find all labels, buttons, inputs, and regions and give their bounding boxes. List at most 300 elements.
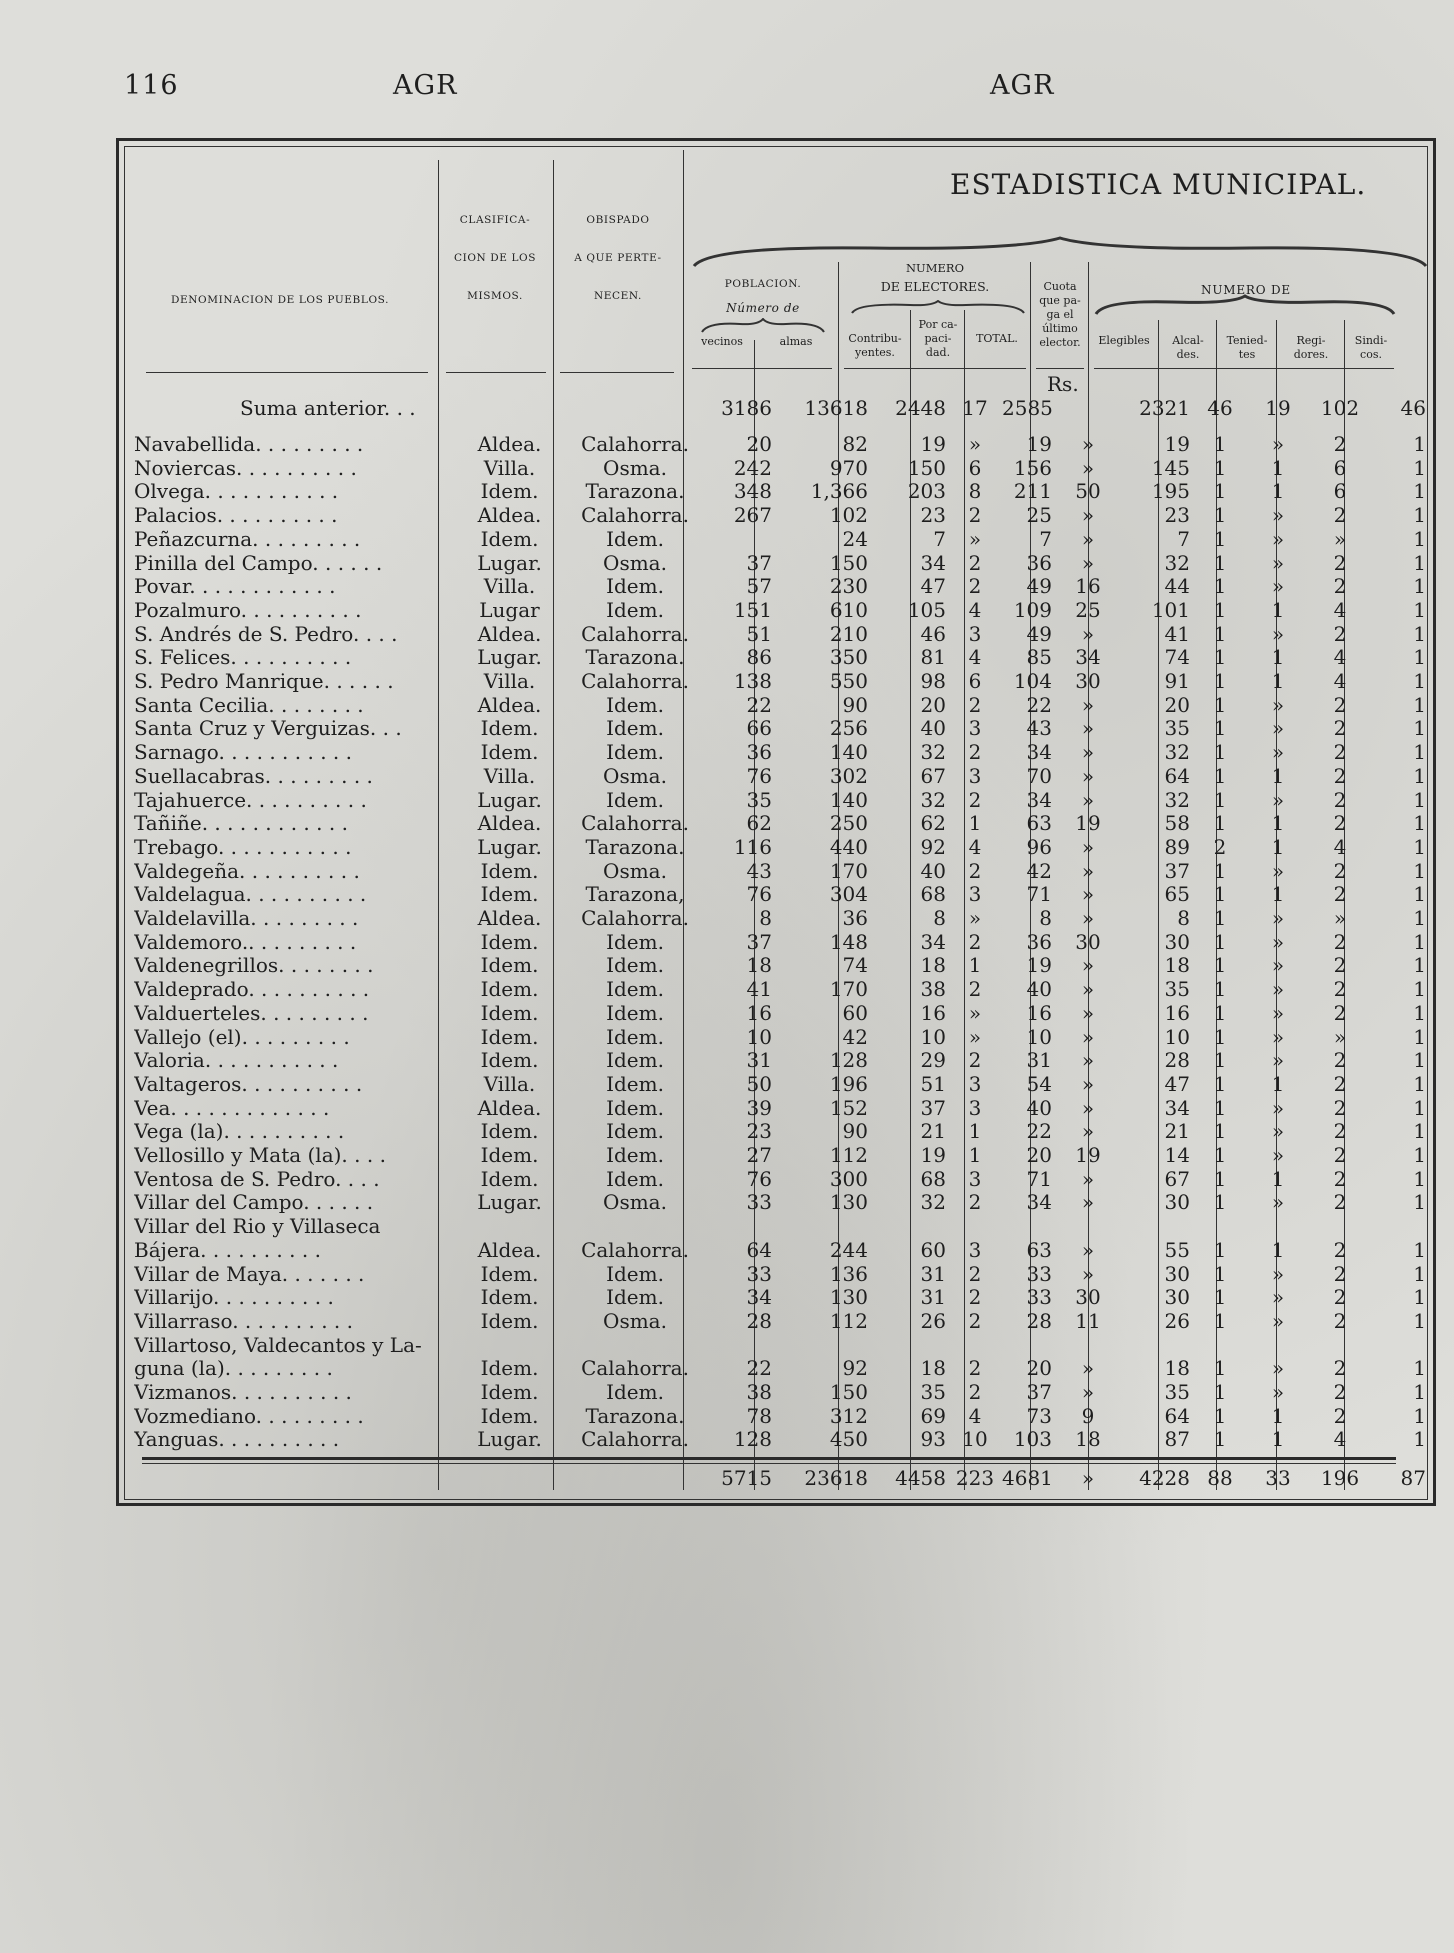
cell-cuota: »	[1081, 621, 1095, 646]
cell-name: Villarraso. . . . . . . . . .	[134, 1308, 353, 1333]
cell-contribuyentes: 31	[920, 1261, 946, 1286]
cell-cuota: »	[1081, 1190, 1095, 1215]
cell-elegibles: 64	[1164, 763, 1190, 788]
cell-almas: 13618	[804, 396, 868, 420]
cell-sindicos: 1	[1413, 692, 1426, 717]
cell-capacidad: 2	[968, 977, 982, 1002]
cell-tenientes: 19	[1265, 396, 1291, 420]
header-clasificacion-line2: CION DE LOS	[453, 252, 537, 264]
cell-tenientes: »	[1271, 716, 1285, 741]
cell-almas: 170	[829, 977, 868, 1002]
cell-contribuyentes: 47	[920, 574, 946, 599]
cell-obispado: Idem.	[606, 597, 664, 622]
cell-regidores: 2	[1333, 740, 1347, 765]
cell-cuota: 19	[1075, 1143, 1101, 1167]
cell-total: 49	[1026, 621, 1052, 646]
cell-capacidad: 3	[968, 716, 982, 741]
cell-elegibles: 35	[1164, 1380, 1190, 1404]
cell-clasificacion: Aldea.	[477, 503, 542, 528]
cell-sindicos: 1	[1413, 1261, 1426, 1286]
cell-vecinos: 76	[746, 1166, 772, 1191]
cell-sindicos: 1	[1413, 906, 1426, 930]
cell-capacidad: 17	[962, 396, 988, 420]
cell-elegibles: 58	[1164, 811, 1190, 836]
cell-capacidad: 2	[968, 1261, 982, 1286]
header-tenientes-line1: Tenied-	[1226, 334, 1268, 347]
cell-almas: 312	[829, 1403, 868, 1428]
cell-tenientes: 1	[1271, 763, 1285, 788]
cell-capacidad: »	[968, 432, 982, 456]
cell-obispado: Calahorra.	[581, 1427, 689, 1452]
cell-contribuyentes: 29	[920, 1048, 946, 1073]
cell-elegibles: 32	[1164, 550, 1190, 575]
cell-capacidad: 10	[962, 1427, 988, 1452]
total-contribuyentes: 4458	[895, 1466, 946, 1490]
cell-obispado: Idem.	[606, 1380, 664, 1404]
total-alcaldes: 88	[1207, 1466, 1233, 1490]
cell-obispado: Tarazona.	[585, 479, 685, 504]
cell-sindicos: 1	[1413, 621, 1426, 646]
table-row	[130, 1024, 1426, 1049]
cell-cuota: 50	[1075, 479, 1101, 504]
cell-contribuyentes: 105	[907, 597, 946, 622]
cell-cuota: 11	[1075, 1308, 1101, 1333]
cell-almas: 140	[829, 787, 868, 812]
header-tenientes-line2: tes	[1238, 348, 1256, 361]
cell-elegibles: 32	[1164, 787, 1190, 812]
cell-clasificacion: Idem.	[480, 526, 539, 551]
cell-vecinos: 16	[746, 1000, 772, 1025]
cell-name: Santa Cruz y Verguizas. . .	[134, 716, 402, 741]
cell-clasificacion: Aldea.	[477, 906, 542, 930]
cell-alcaldes: 1	[1213, 929, 1227, 954]
cell-clasificacion: Idem.	[480, 479, 539, 504]
table-row	[130, 1166, 1426, 1191]
cell-clasificacion: Lugar	[479, 597, 540, 622]
cell-sindicos: 1	[1413, 1356, 1426, 1381]
cell-elegibles: 16	[1164, 1000, 1190, 1025]
header-cuota-line5: elector.	[1039, 336, 1081, 349]
cell-alcaldes: 1	[1213, 740, 1227, 765]
cell-clasificacion: Aldea.	[477, 811, 542, 836]
cell-regidores: 2	[1333, 1403, 1347, 1428]
cell-sindicos: 1	[1413, 1048, 1426, 1073]
cell-cuota: »	[1081, 1048, 1095, 1073]
cell-regidores: 2	[1333, 1285, 1347, 1310]
cell-almas: 130	[829, 1285, 868, 1310]
cell-elegibles: 23	[1164, 503, 1190, 528]
cell-total: 20	[1026, 1143, 1052, 1167]
cell-almas: 130	[829, 1190, 868, 1215]
cell-cuota: »	[1081, 763, 1095, 788]
header-clasificacion-line3: MISMOS.	[467, 290, 523, 302]
cell-cuota: »	[1081, 1071, 1095, 1096]
cell-almas: 60	[842, 1000, 868, 1025]
cell-alcaldes: 1	[1213, 858, 1227, 883]
cell-sindicos: 1	[1413, 953, 1426, 978]
cell-capacidad: 4	[968, 645, 982, 670]
electores-brace	[850, 300, 1026, 316]
cell-sindicos: 1	[1413, 834, 1426, 859]
cell-regidores: 2	[1333, 953, 1347, 978]
cell-regidores: 2	[1333, 1071, 1347, 1096]
header-numero-electores-line1: NUMERO	[905, 261, 964, 275]
cell-sindicos: 1	[1413, 597, 1426, 622]
cell-alcaldes: 1	[1213, 1190, 1227, 1215]
cell-alcaldes: 1	[1213, 455, 1227, 480]
cell-tenientes: »	[1271, 692, 1285, 717]
cell-contribuyentes: 34	[920, 929, 946, 954]
cell-cuota: 30	[1075, 929, 1101, 954]
cell-name: S. Andrés de S. Pedro. . . .	[134, 621, 398, 646]
cell-tenientes: »	[1271, 1380, 1285, 1404]
cell-capacidad: 2	[968, 929, 982, 954]
cell-name: guna (la). . . . . . . . .	[134, 1356, 333, 1381]
cell-almas: 256	[829, 716, 868, 741]
cell-alcaldes: 1	[1213, 1308, 1227, 1333]
cell-cuota: »	[1081, 1119, 1095, 1144]
cell-alcaldes: 1	[1213, 526, 1227, 551]
cell-almas: 128	[829, 1048, 868, 1073]
header-underline	[692, 368, 832, 369]
cell-name: Villar de Maya. . . . . . .	[134, 1261, 365, 1286]
cell-almas: 450	[829, 1427, 868, 1452]
cell-capacidad: 3	[968, 1071, 982, 1096]
cell-capacidad: 3	[968, 763, 982, 788]
cell-regidores: 2	[1333, 1000, 1347, 1025]
table-row	[130, 692, 1426, 717]
table-title: ESTADISTICA MUNICIPAL.	[950, 168, 1367, 201]
cell-tenientes: »	[1271, 550, 1285, 575]
cell-clasificacion: Villa.	[483, 763, 536, 788]
cell-capacidad: 2	[968, 1308, 982, 1333]
header-sindicos-line2: cos.	[1360, 348, 1382, 361]
cell-tenientes: »	[1271, 1048, 1285, 1073]
cell-total: 156	[1013, 455, 1052, 480]
cell-elegibles: 34	[1164, 1095, 1190, 1120]
header-contribuyentes-line1: Contribu-	[848, 332, 902, 345]
cell-capacidad: 2	[968, 1285, 982, 1310]
running-head-right: AGR	[990, 70, 1055, 101]
cell-almas: 350	[829, 645, 868, 670]
cell-total: 31	[1026, 1048, 1052, 1073]
cell-vecinos: 28	[746, 1308, 772, 1333]
cell-contribuyentes: 46	[920, 621, 946, 646]
header-cuota-line2: que pa-	[1039, 294, 1081, 307]
cell-vecinos: 35	[746, 787, 772, 812]
cell-obispado: Calahorra.	[581, 811, 689, 836]
table-row	[130, 858, 1426, 883]
cell-regidores: 2	[1333, 763, 1347, 788]
cell-cuota: 16	[1075, 574, 1101, 599]
cell-regidores: 6	[1333, 479, 1347, 504]
cell-cuota: »	[1081, 834, 1095, 859]
header-vecinos: vecinos	[701, 335, 743, 348]
cell-contribuyentes: 16	[920, 1000, 946, 1025]
cell-obispado: Idem.	[606, 1166, 664, 1191]
cell-sindicos: 1	[1413, 1403, 1426, 1428]
cell-alcaldes: 1	[1213, 882, 1227, 907]
cell-contribuyentes: 67	[920, 763, 946, 788]
header-obispado-line3: NECEN.	[593, 290, 642, 302]
cell-alcaldes: 1	[1213, 597, 1227, 622]
cell-vecinos: 10	[746, 1024, 772, 1049]
cell-alcaldes: 1	[1213, 763, 1227, 788]
header-contribuyentes-line2: yentes.	[855, 346, 895, 359]
header-almas: almas	[779, 335, 813, 348]
table-row	[130, 929, 1426, 954]
cell-name: Valoria. . . . . . . . . . .	[134, 1048, 339, 1073]
cell-total: 34	[1026, 787, 1052, 812]
cell-sindicos: 1	[1413, 1190, 1426, 1215]
cell-sindicos: 1	[1413, 977, 1426, 1002]
cell-tenientes: »	[1271, 1119, 1285, 1144]
header-underline	[844, 368, 1026, 369]
cell-contribuyentes: 2448	[895, 396, 946, 420]
cell-vecinos: 43	[746, 858, 772, 883]
cell-almas: 36	[842, 906, 868, 930]
cell-name: Valtageros. . . . . . . . . .	[134, 1071, 363, 1096]
cell-capacidad: »	[968, 906, 982, 930]
cell-clasificacion: Lugar.	[477, 645, 542, 670]
cell-regidores: 2	[1333, 1190, 1347, 1215]
cell-vecinos: 27	[746, 1143, 772, 1167]
cell-capacidad: 2	[968, 503, 982, 528]
cell-sindicos: 1	[1413, 550, 1426, 575]
cell-contribuyentes: 32	[920, 1190, 946, 1215]
cell-obispado: Idem.	[606, 574, 664, 599]
header-cuota-line4: último	[1042, 322, 1078, 335]
cell-obispado: Osma.	[603, 1308, 667, 1333]
table-row	[130, 1237, 1426, 1262]
cell-elegibles: 8	[1177, 906, 1190, 930]
cell-total: 43	[1026, 716, 1052, 741]
cell-name: Santa Cecilia. . . . . . . .	[134, 692, 364, 717]
cell-clasificacion: Aldea.	[477, 1095, 542, 1120]
cell-capacidad: 8	[968, 479, 982, 504]
cell-contribuyentes: 40	[920, 858, 946, 883]
cell-total: 71	[1026, 882, 1052, 907]
cell-vecinos: 31	[746, 1048, 772, 1073]
cell-regidores: 2	[1333, 1308, 1347, 1333]
cell-total: 211	[1013, 479, 1052, 504]
cell-capacidad: 2	[968, 1048, 982, 1073]
cell-almas: 90	[842, 692, 868, 717]
cell-almas: 112	[829, 1308, 868, 1333]
cell-total: 104	[1013, 669, 1052, 693]
cell-name: Pozalmuro. . . . . . . . . .	[134, 597, 362, 622]
cell-total: 96	[1026, 834, 1052, 859]
cell-clasificacion: Idem.	[480, 953, 539, 978]
cell-tenientes: 1	[1271, 834, 1285, 859]
cell-total: 25	[1026, 503, 1052, 528]
cell-regidores: 2	[1333, 574, 1347, 599]
table-row	[130, 526, 1426, 551]
cell-alcaldes: 1	[1213, 1380, 1227, 1404]
cell-contribuyentes: 69	[920, 1403, 946, 1428]
cell-regidores: 2	[1333, 929, 1347, 954]
cell-elegibles: 89	[1164, 834, 1190, 859]
cell-alcaldes: 1	[1213, 906, 1227, 930]
cell-sindicos: 1	[1413, 574, 1426, 599]
table-row	[130, 669, 1426, 693]
cell-obispado: Tarazona.	[585, 1403, 685, 1428]
cell-almas: 24	[842, 526, 868, 551]
cell-obispado: Idem.	[606, 977, 664, 1002]
cell-clasificacion: Idem.	[480, 1166, 539, 1191]
header-numero-electores-line2: DE ELECTORES.	[880, 279, 990, 294]
cell-vecinos: 23	[746, 1119, 772, 1144]
cell-contribuyentes: 150	[907, 455, 946, 480]
cell-total: 63	[1026, 811, 1052, 836]
header-obispado-line2: A QUE PERTE-	[574, 252, 662, 264]
cell-cuota: 9	[1081, 1403, 1095, 1428]
cell-cuota: 34	[1075, 645, 1101, 670]
cell-almas: 244	[829, 1237, 868, 1262]
cell-total: 2585	[1002, 396, 1053, 420]
cell-elegibles: 30	[1164, 1261, 1190, 1286]
cell-sindicos: 1	[1413, 1143, 1426, 1167]
cell-tenientes: »	[1271, 574, 1285, 599]
cell-name: S. Pedro Manrique. . . . . .	[134, 669, 394, 693]
cell-name: Palacios. . . . . . . . . .	[134, 503, 338, 528]
cell-total: 73	[1026, 1403, 1052, 1428]
cell-tenientes: 1	[1271, 1166, 1285, 1191]
cell-regidores: 4	[1333, 669, 1347, 693]
cell-cuota: 19	[1075, 811, 1101, 836]
header-cuota-line3: ga el	[1046, 308, 1074, 321]
cell-regidores: 2	[1333, 1095, 1347, 1120]
cell-total: 63	[1026, 1237, 1052, 1262]
cell-elegibles: 7	[1177, 526, 1190, 551]
cell-tenientes: »	[1271, 621, 1285, 646]
cell-alcaldes: 1	[1213, 1237, 1227, 1262]
cell-obispado: Calahorra.	[581, 621, 689, 646]
table-row	[130, 811, 1426, 836]
cell-regidores: 6	[1333, 455, 1347, 480]
cell-contribuyentes: 93	[920, 1427, 946, 1452]
cell-vecinos: 242	[733, 455, 772, 480]
cell-name: Villar del Rio y Villaseca	[134, 1214, 381, 1239]
cell-regidores: 2	[1333, 621, 1347, 646]
cell-sindicos: 1	[1413, 432, 1426, 456]
cell-capacidad: 6	[968, 669, 982, 693]
cell-name: Olvega. . . . . . . . . . .	[134, 479, 339, 504]
cell-vecinos: 138	[733, 669, 772, 693]
cell-elegibles: 91	[1164, 669, 1190, 693]
cell-capacidad: 1	[968, 811, 982, 836]
cell-elegibles: 30	[1164, 1190, 1190, 1215]
cell-sindicos: 1	[1413, 503, 1426, 528]
cell-clasificacion: Idem.	[480, 1380, 539, 1404]
cell-name: Vellosillo y Mata (la). . . .	[134, 1143, 386, 1167]
cell-sindicos: 1	[1413, 929, 1426, 954]
table-row	[130, 716, 1426, 741]
cell-cuota: »	[1081, 858, 1095, 883]
cell-elegibles: 18	[1164, 953, 1190, 978]
cell-obispado: Osma.	[603, 858, 667, 883]
table-row	[130, 1356, 1426, 1381]
cell-regidores: »	[1333, 1024, 1347, 1049]
cell-vecinos: 22	[746, 692, 772, 717]
cell-almas: 136	[829, 1261, 868, 1286]
cell-clasificacion: Aldea.	[477, 621, 542, 646]
cell-contribuyentes: 7	[933, 526, 946, 551]
cell-name: Valdegeña. . . . . . . . . .	[134, 858, 360, 883]
table-row	[130, 787, 1426, 812]
cell-vecinos: 66	[746, 716, 772, 741]
cell-tenientes: »	[1271, 929, 1285, 954]
cell-obispado: Tarazona,	[585, 882, 685, 907]
cell-vecinos: 267	[733, 503, 772, 528]
cell-alcaldes: 1	[1213, 1024, 1227, 1049]
cell-name: Vallejo (el). . . . . . . . .	[134, 1024, 350, 1049]
header-alcaldes-line1: Alcal-	[1172, 334, 1204, 347]
cell-alcaldes: 1	[1213, 503, 1227, 528]
cell-contribuyentes: 68	[920, 1166, 946, 1191]
cell-clasificacion: Idem.	[480, 716, 539, 741]
cell-clasificacion: Aldea.	[477, 692, 542, 717]
cell-regidores: 2	[1333, 882, 1347, 907]
cell-vecinos: 39	[746, 1095, 772, 1120]
cell-elegibles: 41	[1164, 621, 1190, 646]
cell-total: 40	[1026, 977, 1052, 1002]
cell-capacidad: 2	[968, 858, 982, 883]
cell-name: Valdelavilla. . . . . . . . .	[134, 906, 359, 930]
cell-alcaldes: 1	[1213, 574, 1227, 599]
cell-capacidad: 2	[968, 1380, 982, 1404]
cell-vecinos: 128	[733, 1427, 772, 1452]
cell-tenientes: »	[1271, 1143, 1285, 1167]
cell-total: 22	[1026, 692, 1052, 717]
cell-clasificacion: Idem.	[480, 1024, 539, 1049]
cell-name: Villarijo. . . . . . . . . .	[134, 1285, 334, 1310]
cell-almas: 970	[829, 455, 868, 480]
cell-name: Tañiñe. . . . . . . . . . . .	[134, 811, 348, 836]
table-row	[130, 953, 1426, 978]
cell-regidores: 4	[1333, 1427, 1347, 1452]
cell-sindicos: 1	[1413, 1024, 1426, 1049]
cell-total: 34	[1026, 740, 1052, 765]
cell-sindicos: 1	[1413, 1071, 1426, 1096]
table-row	[130, 550, 1426, 575]
cell-elegibles: 74	[1164, 645, 1190, 670]
cell-contribuyentes: 18	[920, 1356, 946, 1381]
suma-anterior-label: Suma anterior. . .	[240, 396, 416, 420]
cell-contribuyentes: 98	[920, 669, 946, 693]
cell-contribuyentes: 92	[920, 834, 946, 859]
cell-obispado: Osma.	[603, 1190, 667, 1215]
total-vecinos: 5715	[721, 1466, 772, 1490]
cell-contribuyentes: 203	[907, 479, 946, 504]
cell-regidores: 2	[1333, 550, 1347, 575]
cell-elegibles: 67	[1164, 1166, 1190, 1191]
cell-elegibles: 10	[1164, 1024, 1190, 1049]
cell-capacidad: 4	[968, 597, 982, 622]
cell-obispado: Idem.	[606, 1071, 664, 1096]
cell-clasificacion: Idem.	[480, 1000, 539, 1025]
table-row	[130, 1333, 1400, 1357]
cell-vecinos: 51	[746, 621, 772, 646]
cell-clasificacion: Aldea.	[477, 1237, 542, 1262]
cell-clasificacion: Idem.	[480, 1356, 539, 1381]
cell-alcaldes: 1	[1213, 1261, 1227, 1286]
cell-regidores: 2	[1333, 1380, 1347, 1404]
header-obispado-line1: OBISPADO	[586, 214, 650, 226]
cell-elegibles: 30	[1164, 1285, 1190, 1310]
cell-contribuyentes: 18	[920, 953, 946, 978]
cell-regidores: 2	[1333, 716, 1347, 741]
